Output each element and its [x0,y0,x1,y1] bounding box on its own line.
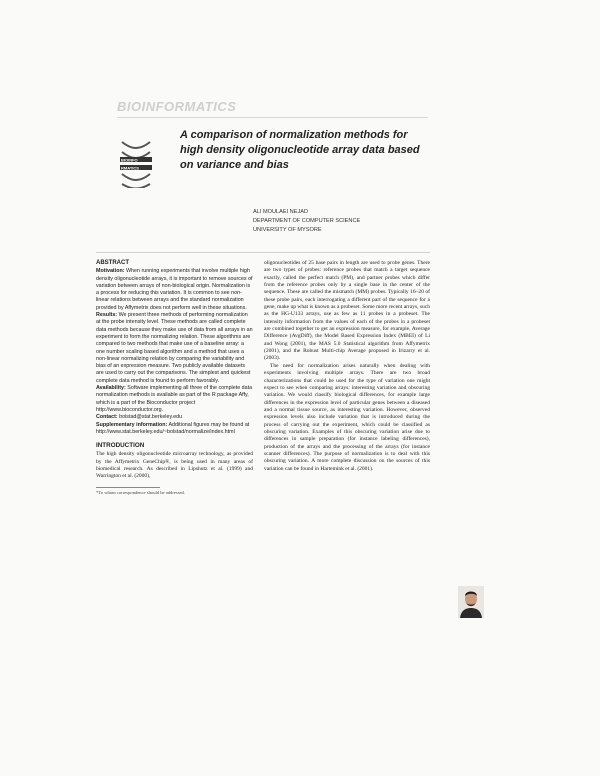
header-rule [117,117,428,118]
author-department: DEPARTMENT OF COMPUTER SCIENCE [253,218,361,224]
supplementary-label: Supplementary information: [96,421,168,428]
abstract-supplementary [96,422,253,437]
motivation-text: When running experiments that involve multiple high density oligonucleotide arrays, it is important to remove sources of variation between arrays of non-biological origin. Normalization is a process for reducing this variation. It is common to see non-linear relations between arrays and the standard normalization provided by Affymetrix does not perform well in these situations. [96,268,253,311]
abstract-heading: ABSTRACT [96,260,129,266]
contact-text: bolstad@stat.berkeley.edu [119,414,183,421]
abstract-motivation [96,268,253,312]
footnote-rule [96,487,160,488]
supplementary-text: Additional figures may be found at http://www.stat.berkeley.edu/~bolstad/normalize/index.html [96,421,250,435]
journal-logo [118,140,154,188]
section-rule [96,252,430,253]
author-name: ALI MOULAEI NEJAD [253,209,309,215]
availability-label: Availability: [96,385,126,392]
svg-text:RMATICS: RMATICS [121,165,139,171]
svg-text:BIOINFO: BIOINFO [121,157,138,163]
results-text: We present three methods of performing normalization at the probe intensity level. These methods are called complete data methods because they make use of data from all arrays in an experiment to form the normalizing relation. These algorithms are compared to two methods that make use of a baseline array: a one number scaling based algorithm and a method that uses a non-linear normalizing relation by comparing the variability and bias of an expression measure. Two publicly available datasets are used to carry out the comparisons. The simplest and quickest complete data method is found to perform favorably. [96,312,253,384]
contact-label: Contact: [96,414,118,421]
footnote: *To whom correspondence should be addressed. [96,489,185,495]
author-university: UNIVERSITY OF MYSORE [253,227,322,233]
left-column [96,260,253,496]
abstract-availability [96,385,253,414]
abstract-results [96,312,253,385]
right-column [264,260,430,473]
body-paragraph-2: The need for normalization arises naturally when dealing with experiments involving multiple arrays. There are two broad characterizations that could be used for the type of variation one might expect to see when comparing arrays: interesting variation and obscuring variation. We would classify biological differences, for example large differences in the expression level of particular genes between a diseased and a normal tissue source, as interesting variation. However, observed expression levels also include variation that is introduced during the process of carrying out the experiment, which could be classified as obscuring variation. Examples of this obscuring variation arise due to differences in sample preparation (for instance labeling differences), production of the arrays and the processing of the arrays (for instance scanner differences). The purpose of normalization is to deal with this obscuring variation. A more complete discussion on the sources of this variation can be found in Hartemink et al. (2001). [264,362,430,472]
introduction-text: The high density oligonucleotide microarray technology, as provided by the Affymetrix GeneChip®, is being used in many areas of biomedical research. As described in Lipshutz et al. (1999) and Warrington et al. (2000), [96,451,253,480]
abstract-contact [96,414,253,421]
paper-title: A comparison of normalization methods for high density oligonucleotide array data based on variance and bias [180,129,420,171]
introduction-heading: INTRODUCTION [96,442,145,450]
body-paragraph-1: oligonucleotides of 25 base pairs in length are used to probe genes. There are two types of probes: reference probes that match a target sequence exactly, called the perfect match (PM), and partner probes which differ from the reference probes only by a single base in the center of the sequence. These are called the mismatch (MM) probes. Typically 16–20 of these probe pairs, each interrogating a different part of the sequence for a gene, make up what is known as a probeset. Some more recent arrays, such as the HG-U133 arrays, use as few as 11 probes in a probeset. The intensity information from the values of each of the probes in a probeset are combined together to get an expression measure, for example, Average Difference (AvgDiff), the Model Based Expression Index (MBEI) of Li and Wong (2001), the MAS 5.0 Statistical algorithm from Affymetrix (2001), and the Robust Multi-chip Average proposed in Irizarry et al. (2003). [264,260,430,362]
results-label: Results: [96,312,118,319]
journal-name: BIOINFORMATICS [117,99,237,114]
motivation-label: Motivation: [96,268,125,275]
author-block [253,208,360,235]
availability-text: Software implementing all three of the complete data normalization methods is available as part of the R package Affy, which is a part of the Bioconductor project http://www.bioconductor.org. [96,385,253,413]
author-photo [458,586,484,618]
